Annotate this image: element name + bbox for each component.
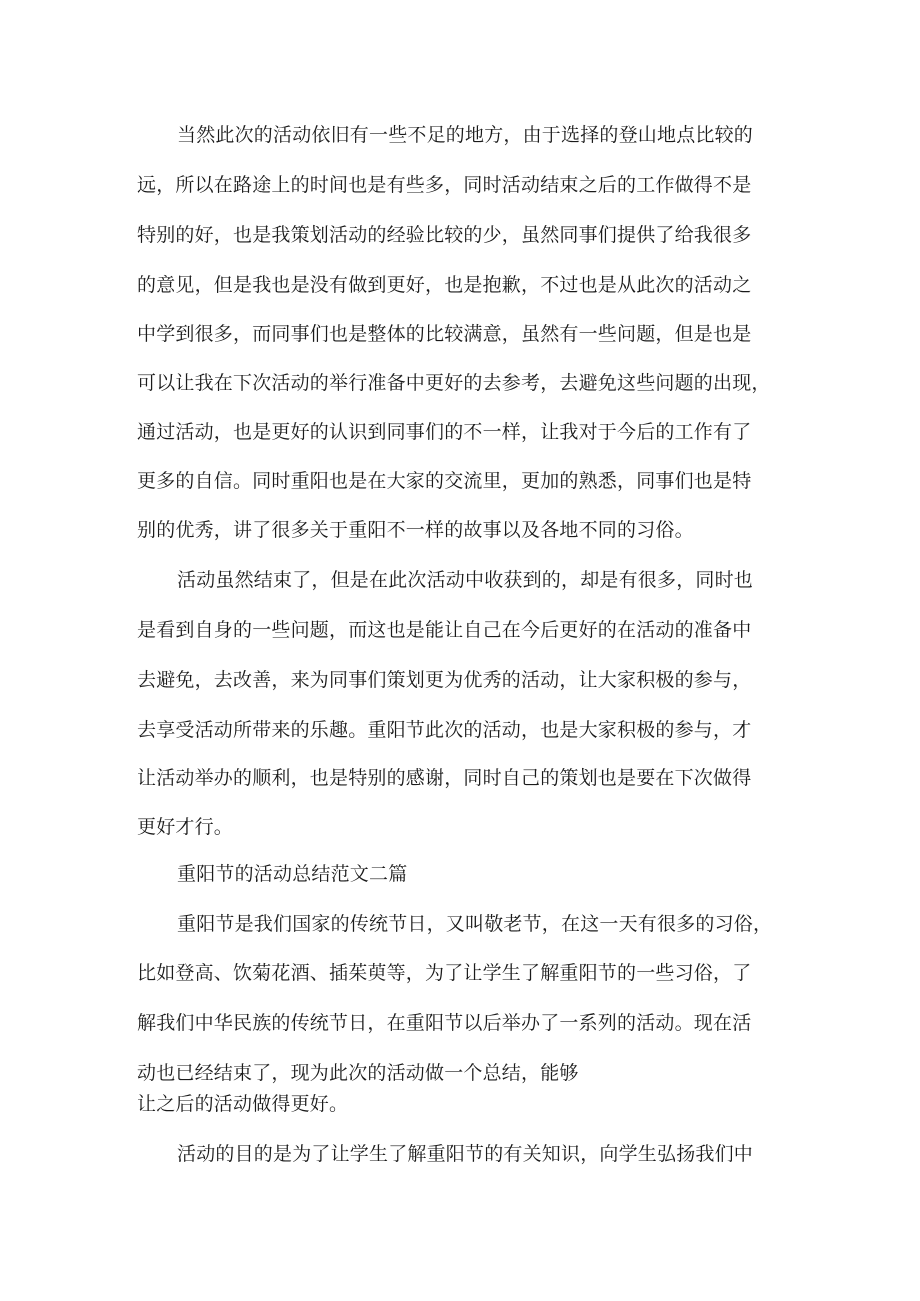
paragraph-1-line-5: 中学到很多，而同事们也是整体的比较满意，虽然有一些问题，但是也是	[137, 323, 752, 345]
paragraph-2-line-4: 去享受活动所带来的乐趣。重阳节此次的活动，也是大家积极的参与，才	[137, 719, 752, 741]
paragraph-1-line-8: 更多的自信。同时重阳也是在大家的交流里，更加的熟悉，同事们也是特	[137, 470, 752, 492]
paragraph-4-line-1: 活动的目的是为了让学生了解重阳节的有关知识，向学生弘扬我们中	[177, 1143, 754, 1165]
paragraph-1-line-6: 可以让我在下次活动的举行准备中更好的去参考，去避免这些问题的出现，	[137, 372, 771, 394]
paragraph-2-line-2: 是看到自身的一些问题，而这也是能让自己在今后更好的在活动的准备中	[137, 619, 752, 641]
paragraph-2-line-6: 更好才行。	[137, 816, 234, 838]
paragraph-3-line-3: 解我们中华民族的传统节日，在重阳节以后举办了一系列的活动。现在活	[137, 1012, 752, 1034]
paragraph-3-line-4: 动也已经结束了，现为此次的活动做一个总结，能够	[137, 1062, 579, 1084]
paragraph-3-line-2: 比如登高、饮菊花酒、插茱萸等，为了让学生了解重阳节的一些习俗，了	[137, 962, 752, 984]
section-heading: 重阳节的活动总结范文二篇	[177, 863, 408, 885]
paragraph-3-line-5: 让之后的活动做得更好。	[137, 1093, 349, 1115]
paragraph-3-line-1: 重阳节是我们国家的传统节日，又叫敬老节，在这一天有很多的习俗，	[177, 913, 773, 935]
paragraph-2-line-3: 去避免，去改善，来为同事们策划更为优秀的活动，让大家积极的参与，	[137, 669, 752, 691]
paragraph-1-line-3: 特别的好，也是我策划活动的经验比较的少，虽然同事们提供了给我很多	[137, 224, 752, 246]
paragraph-2-line-1: 活动虽然结束了，但是在此次活动中收获到的，却是有很多，同时也	[177, 569, 754, 591]
paragraph-1-line-7: 通过活动，也是更好的认识到同事们的不一样，让我对于今后的工作有了	[137, 421, 752, 443]
paragraph-1-line-4: 的意见，但是我也是没有做到更好，也是抱歉，不过也是从此次的活动之	[137, 274, 752, 296]
paragraph-2-line-5: 让活动举办的顺利，也是特别的感谢，同时自己的策划也是要在下次做得	[137, 767, 752, 789]
paragraph-1-line-2: 远，所以在路途上的时间也是有些多，同时活动结束之后的工作做得不是	[137, 174, 752, 196]
paragraph-1-line-1: 当然此次的活动依旧有一些不足的地方，由于选择的登山地点比较的	[177, 124, 754, 146]
paragraph-1-line-9: 别的优秀，讲了很多关于重阳不一样的故事以及各地不同的习俗。	[137, 519, 694, 541]
